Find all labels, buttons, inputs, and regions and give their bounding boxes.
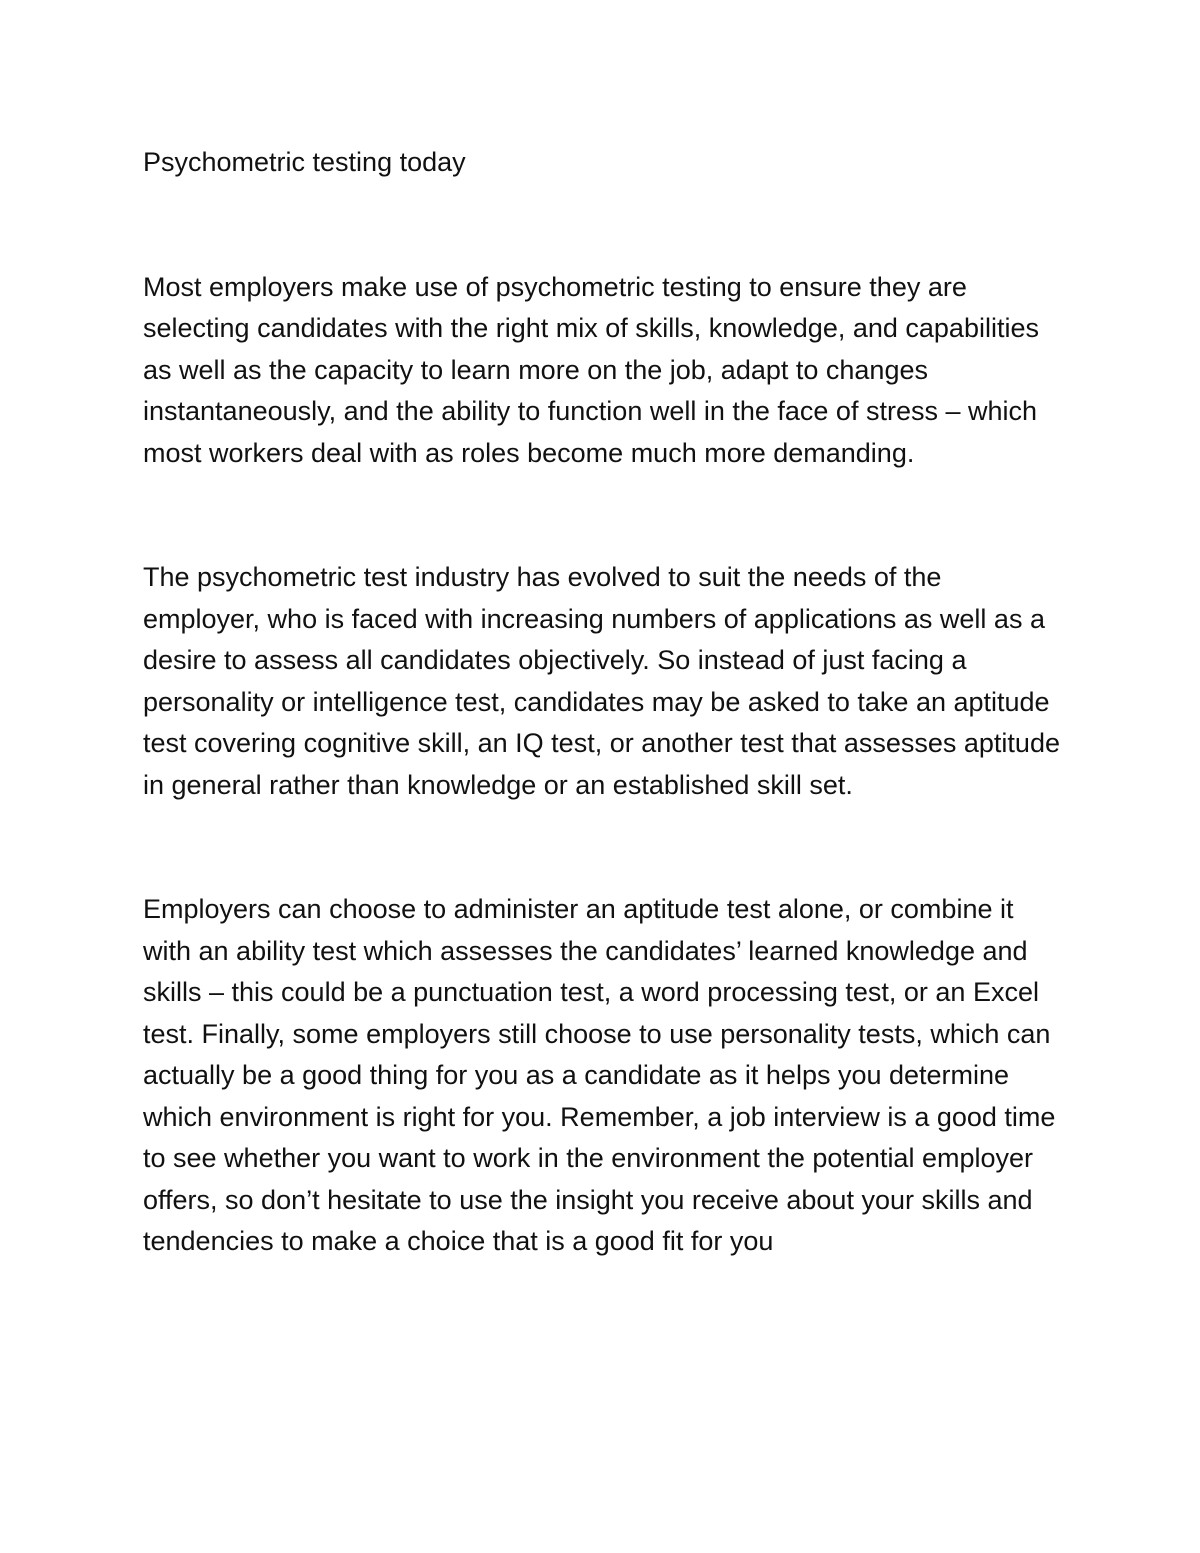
- document-title: Psychometric testing today: [143, 147, 466, 177]
- document-body: [143, 142, 1063, 1263]
- paragraph-2: The psychometric test industry has evolved to suit the needs of the employer, who is faced with increasing numbers of applications as well as a desire to assess all candidates objectively. So instead of just facing a personality or intelligence test, candidates may be asked to take an aptitude test covering cognitive skill, an IQ test, or another test that assesses aptitude in general rather than knowledge or an established skill set.: [143, 562, 1060, 800]
- paragraph-3: Employers can choose to administer an aptitude test alone, or combine it with an ability test which assesses the candidates’ learned knowledge and skills – this could be a punctuation test, a word processing test, or an Excel test. Finally, some employers still choose to use personality tests, which can actually be a good thing for you as a candidate as it helps you determine which environment is right for you. Remember, a job interview is a good time to see whether you want to work in the environment the potential employer offers, so don’t hesitate to use the insight you receive about your skills and tendencies to make a choice that is a good fit for you: [143, 894, 1056, 1256]
- paragraph-1: Most employers make use of psychometric testing to ensure they are selecting candidates with the right mix of skills, knowledge, and capabilities as well as the capacity to learn more on the job, adapt to changes instantaneously, and the ability to function well in the face of stress – which most workers deal with as roles become much more demanding.: [143, 271, 1039, 468]
